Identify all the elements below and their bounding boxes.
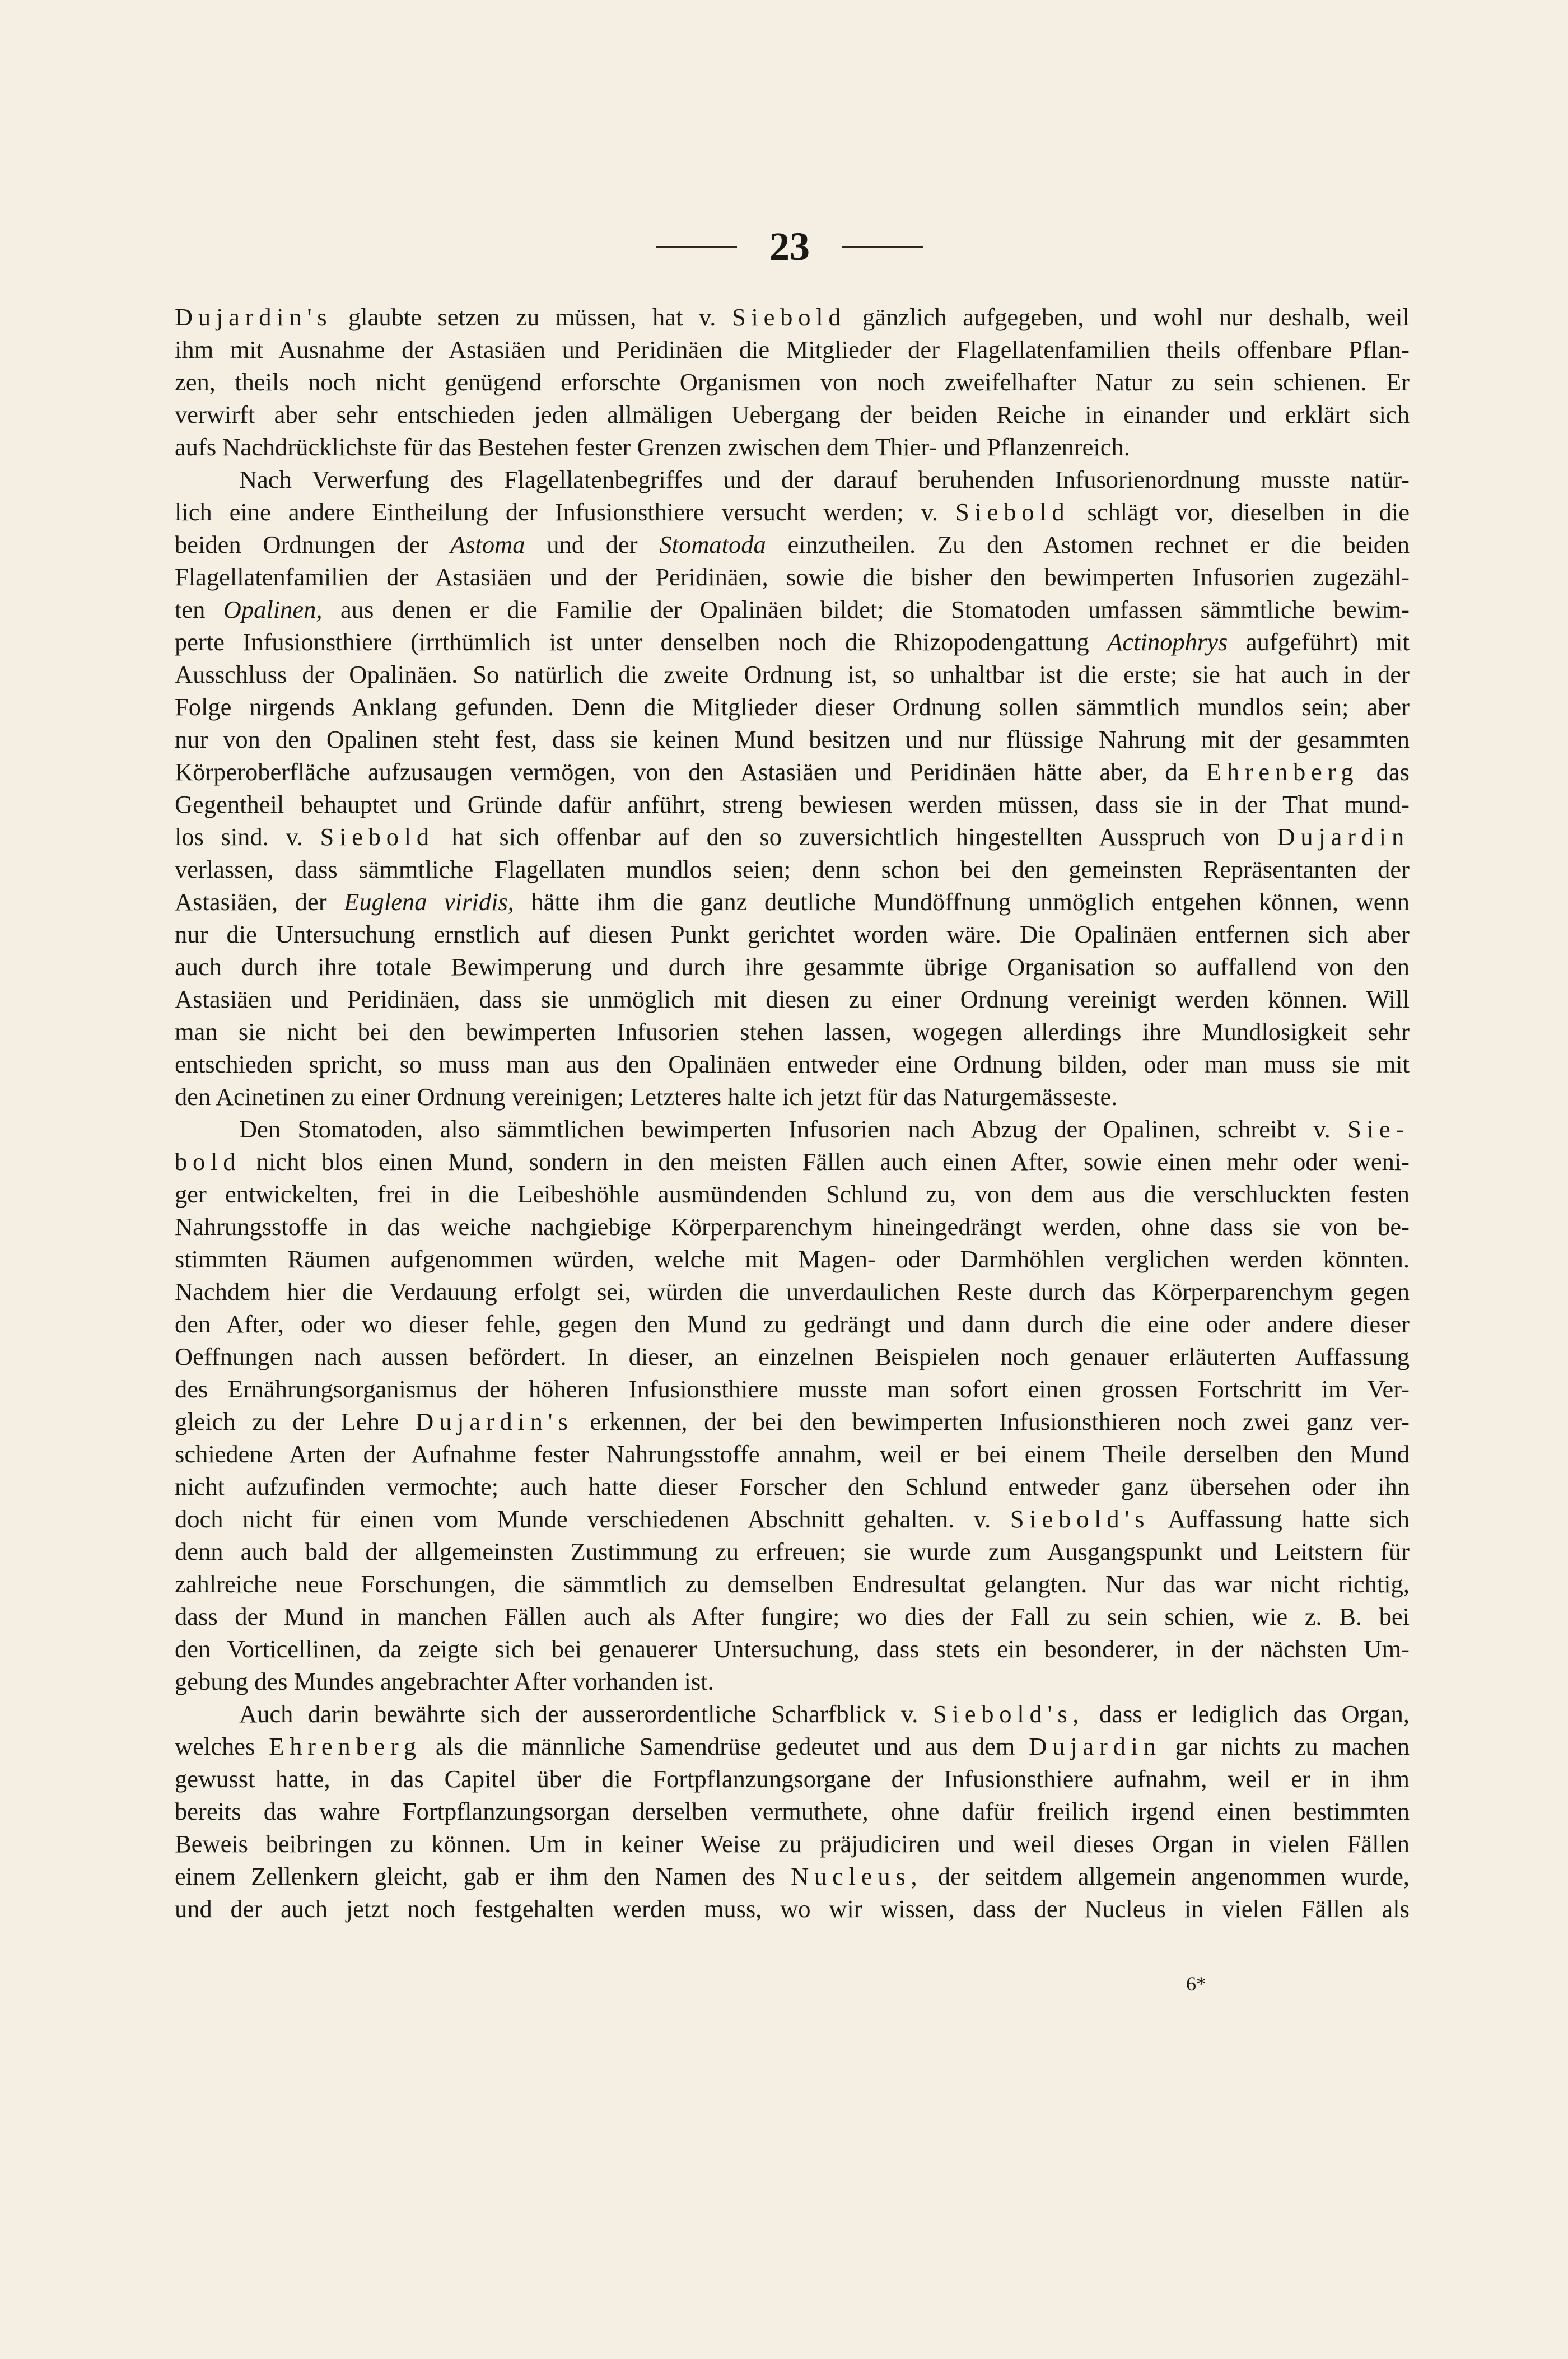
italic-term: Astoma [450, 530, 525, 558]
text-run: aus denen er die Familie der Opalinäen bildet; die Stomatoden umfassen sämmtliche bewim- [322, 595, 1410, 623]
text-line [175, 1048, 1410, 1080]
text-run: einem Zellenkern gleicht, gab er ihm den Namen des [175, 1862, 791, 1890]
text-line [175, 1503, 1410, 1535]
text-line [175, 593, 1410, 626]
text-line [175, 983, 1410, 1015]
text-line [175, 1470, 1410, 1503]
text-run: gar nichts zu machen [1161, 1732, 1410, 1760]
text-line [175, 1730, 1410, 1763]
text-run: ger entwickelten, frei in die Leibeshöhle ausmündenden Schlund zu, von dem aus die verschluckten festen [175, 1180, 1410, 1208]
text-run: gewusst hatte, in das Capitel über die Fortpflanzungsorgane der Infusionsthiere aufnahm, weil er in ihm [175, 1765, 1410, 1793]
text-line [175, 853, 1410, 885]
text-line [175, 1568, 1410, 1600]
text-line [175, 1795, 1410, 1827]
text-run: nur von den Opalinen steht fest, dass sie keinen Mund besitzen und nur flüssige Nahrung mit der gesammten [175, 725, 1410, 753]
text-line [175, 885, 1410, 918]
text-line [175, 1827, 1410, 1860]
text-line [175, 1210, 1410, 1243]
text-run: des Ernährungsorganismus der höheren Infusionsthiere musste man sofort einen grossen Fortschritt im Ver- [175, 1375, 1410, 1403]
spaced-name: Sie- [1347, 1115, 1410, 1143]
spaced-name: Siebold [955, 498, 1070, 526]
text-run: schiedene Arten der Aufnahme fester Nahrungsstoffe annahm, weil er bei einem Theile derselben den Mund [175, 1440, 1410, 1468]
text-line [175, 463, 1410, 496]
text-run: hat sich offenbar auf den so zuversichtlich hingestellten Ausspruch von [434, 823, 1277, 851]
text-line [175, 1340, 1410, 1373]
text-run: schlägt vor, dieselben in die [1070, 498, 1410, 526]
text-line [175, 1080, 1410, 1113]
text-run: beiden Ordnungen der [175, 530, 450, 558]
text-line [175, 366, 1410, 398]
text-run: denn auch bald der allgemeinsten Zustimmung zu erfreuen; sie wurde zum Ausgangspunkt und Leitstern für [175, 1537, 1410, 1565]
spaced-name: Dujardin [1277, 823, 1410, 851]
text-line [175, 301, 1410, 333]
spaced-name: Dujardin's [175, 303, 333, 331]
text-run: das [1359, 758, 1410, 786]
text-run: Flagellatenfamilien der Astasiäen und der Peridinäen, sowie die bisher den bewimperten Infusorien zugezähl- [175, 563, 1410, 591]
text-line [175, 626, 1410, 658]
spaced-name: Ehrenberg [1206, 758, 1359, 786]
text-line [175, 1243, 1410, 1275]
spaced-name: Siebold's [1010, 1505, 1150, 1533]
text-line [175, 1698, 1410, 1730]
text-run: Oeffnungen nach aussen befördert. In dieser, an einzelnen Beispielen noch genauer erläuterten Auffassung [175, 1342, 1410, 1370]
text-line [175, 528, 1410, 561]
text-line [175, 1665, 1410, 1698]
italic-term: Actinophrys [1107, 628, 1228, 656]
text-line [175, 1308, 1410, 1340]
text-run: verwirft aber sehr entschieden jeden allmäligen Uebergang der beiden Reiche in einander und erklärt sich [175, 400, 1410, 428]
text-run: Nachdem hier die Verdauung erfolgt sei, würden die unverdaulichen Reste durch das Körperparenchym gegen [175, 1278, 1410, 1306]
text-line [175, 496, 1410, 528]
text-run: dass der Mund in manchen Fällen auch als After fungire; wo dies der Fall zu sein schien, wie z. B. bei [175, 1602, 1410, 1630]
spaced-name: bold [175, 1148, 241, 1176]
text-run: stimmten Räumen aufgenommen würden, welche mit Magen- oder Darmhöhlen verglichen werden könnten. [175, 1245, 1410, 1273]
italic-term: Euglena viridis, [344, 888, 514, 916]
text-line [175, 1860, 1410, 1892]
text-line [175, 398, 1410, 431]
text-run: Beweis beibringen zu können. Um in keiner Weise zu präjudiciren und weil dieses Organ in vielen Fällen [175, 1830, 1410, 1858]
text-run: Auch darin bewährte sich der ausserordentliche Scharfblick v. [239, 1700, 933, 1728]
text-run: den After, oder wo dieser fehle, gegen den Mund zu gedrängt und dann durch die eine oder andere dieser [175, 1310, 1410, 1338]
text-run: verlassen, dass sämmtliche Flagellaten mundlos seien; denn schon bei den gemeinsten Repräsentanten der [175, 855, 1410, 883]
spaced-name: Siebold [320, 823, 435, 851]
text-line [175, 561, 1410, 593]
text-run: gebung des Mundes angebrachter After vorhanden ist. [175, 1667, 714, 1695]
spaced-name: Ehrenberg [269, 1732, 422, 1760]
text-run: erkennen, der bei den bewimperten Infusionsthieren noch zwei ganz ver- [573, 1407, 1410, 1435]
text-run: zen, theils noch nicht genügend erforschte Organismen von noch zweifelhafter Natur zu sein schienen. Er [175, 368, 1410, 396]
text-run: hätte ihm die ganz deutliche Mundöffnung unmöglich entgehen können, wenn [514, 888, 1410, 916]
text-run: aufs Nachdrücklichste für das Bestehen fester Grenzen zwischen dem Thier- und Pflanzenreich. [175, 433, 1130, 461]
text-line [175, 658, 1410, 691]
text-run: Astasiäen und Peridinäen, dass sie unmöglich mit diesen zu einer Ordnung vereinigt werden können. Will [175, 985, 1410, 1013]
text-run: lich eine andere Eintheilung der Infusionsthiere versucht werden; v. [175, 498, 955, 526]
spaced-name: Nucleus, [791, 1862, 923, 1890]
text-run: und der [525, 530, 660, 558]
text-run: man sie nicht bei den bewimperten Infusorien stehen lassen, wogegen allerdings ihre Mundlosigkeit sehr [175, 1018, 1410, 1046]
text-line [175, 691, 1410, 723]
page-header [644, 221, 935, 272]
text-run: und der auch jetzt noch festgehalten werden muss, wo wir wissen, dass der Nucleus in vielen Fällen als [175, 1895, 1410, 1923]
spaced-name: Dujardin [1029, 1732, 1161, 1760]
text-line [175, 756, 1410, 788]
text-line [175, 1145, 1410, 1178]
text-run: zahlreiche neue Forschungen, die sämmtlich zu demselben Endresultat gelangten. Nur das war nicht richtig, [175, 1570, 1410, 1598]
text-line [175, 950, 1410, 983]
italic-term: Opalinen, [223, 595, 323, 623]
spaced-name: Siebold's, [933, 1700, 1085, 1728]
text-run: auch durch ihre totale Bewimperung und durch ihre gesammte übrige Organisation so auffallend von den [175, 953, 1410, 981]
text-line [175, 333, 1410, 366]
text-run: nur die Untersuchung ernstlich auf diesen Punkt gerichtet worden wäre. Die Opalinäen entfernen sich aber [175, 920, 1410, 948]
text-run: der seitdem allgemein angenommen wurde, [922, 1862, 1410, 1890]
text-run: doch nicht für einen vom Munde verschiedenen Abschnitt gehalten. v. [175, 1505, 1010, 1533]
text-line [175, 1373, 1410, 1405]
text-run: Gegentheil behauptet und Gründe dafür anführt, streng bewiesen werden müssen, dass sie in der That mund- [175, 790, 1410, 818]
text-run: los sind. v. [175, 823, 320, 851]
text-run: glaubte setzen zu müssen, hat v. [332, 303, 732, 331]
text-line [175, 1438, 1410, 1470]
text-run: den Acinetinen zu einer Ordnung vereinigen; Letzteres halte ich jetzt für das Naturgemässeste. [175, 1083, 1118, 1111]
text-line [175, 431, 1410, 463]
text-line [175, 723, 1410, 756]
text-line [175, 1015, 1410, 1048]
text-run: entschieden spricht, so muss man aus den Opalinäen entweder eine Ordnung bilden, oder man muss sie mit [175, 1050, 1410, 1078]
text-run: einzutheilen. Zu den Astomen rechnet er die beiden [766, 530, 1410, 558]
italic-term: Stomatoda [659, 530, 766, 558]
signature-mark: 6* [1186, 1973, 1206, 1995]
text-run: Ausschluss der Opalinäen. So natürlich die zweite Ordnung ist, so unhaltbar ist die erste; sie hat auch in der [175, 660, 1410, 688]
text-run: den Vorticellinen, da zeigte sich bei genauerer Untersuchung, dass stets ein besonderer, in der nächsten Um- [175, 1635, 1410, 1663]
text-run: Auffassung hatte sich [1150, 1505, 1410, 1533]
text-line [175, 1178, 1410, 1210]
header-rule-right [842, 246, 923, 248]
text-line [175, 1113, 1410, 1145]
body-text [175, 301, 1410, 1925]
spaced-name: Dujardin's [416, 1407, 573, 1435]
paragraph [175, 463, 1410, 1113]
text-run: aufgeführt) mit [1228, 628, 1410, 656]
paragraph [175, 1113, 1410, 1698]
text-run: nicht aufzufinden vermochte; auch hatte dieser Forscher den Schlund entweder ganz übersehen oder ihn [175, 1472, 1410, 1500]
text-run: ihm mit Ausnahme der Astasiäen und Peridinäen die Mitglieder der Flagellatenfamilien theils offenbare Pflan- [175, 335, 1410, 363]
text-line [175, 1405, 1410, 1438]
text-run: gänzlich aufgegeben, und wohl nur deshalb, weil [846, 303, 1410, 331]
text-run: perte Infusionsthiere (irrthümlich ist unter denselben noch die Rhizopodengattung [175, 628, 1108, 656]
text-run: nicht blos einen Mund, sondern in den meisten Fällen auch einen After, sowie einen mehr oder weni- [241, 1148, 1410, 1176]
text-line [175, 1600, 1410, 1633]
text-line [175, 918, 1410, 950]
text-line [175, 1275, 1410, 1308]
spaced-name: Siebold [731, 303, 847, 331]
text-line [175, 1763, 1410, 1795]
text-run: welches [175, 1732, 269, 1760]
text-line [175, 1633, 1410, 1665]
text-line [175, 820, 1410, 853]
text-run: als die männliche Samendrüse gedeutet und aus dem [421, 1732, 1029, 1760]
text-run: ten [175, 595, 223, 623]
paragraph [175, 301, 1410, 463]
text-line [175, 1535, 1410, 1568]
text-line [175, 788, 1410, 820]
paragraph [175, 1698, 1410, 1925]
text-run: Körperoberfläche aufzusaugen vermögen, von den Astasiäen und Peridinäen hätte aber, da [175, 758, 1206, 786]
text-run: dass er lediglich das Organ, [1084, 1700, 1410, 1728]
text-run: Astasiäen, der [175, 888, 344, 916]
text-line [175, 1892, 1410, 1925]
text-run: Folge nirgends Anklang gefunden. Denn die Mitglieder dieser Ordnung sollen sämmtlich mundlos sein; aber [175, 693, 1410, 721]
text-run: Den Stomatoden, also sämmtlichen bewimperten Infusorien nach Abzug der Opalinen, schreibt v. [239, 1115, 1348, 1143]
text-run: bereits das wahre Fortpflanzungsorgan derselben vermuthete, ohne dafür freilich irgend einen bestimmten [175, 1797, 1410, 1825]
page-number: 23 [769, 224, 810, 269]
header-rule-left [656, 246, 737, 248]
text-run: Nahrungsstoffe in das weiche nachgiebige Körperparenchym hineingedrängt werden, ohne dass sie von be- [175, 1213, 1410, 1241]
text-run: Nach Verwerfung des Flagellatenbegriffes und der darauf beruhenden Infusorienordnung musste natür- [239, 465, 1410, 493]
text-run: gleich zu der Lehre [175, 1407, 416, 1435]
